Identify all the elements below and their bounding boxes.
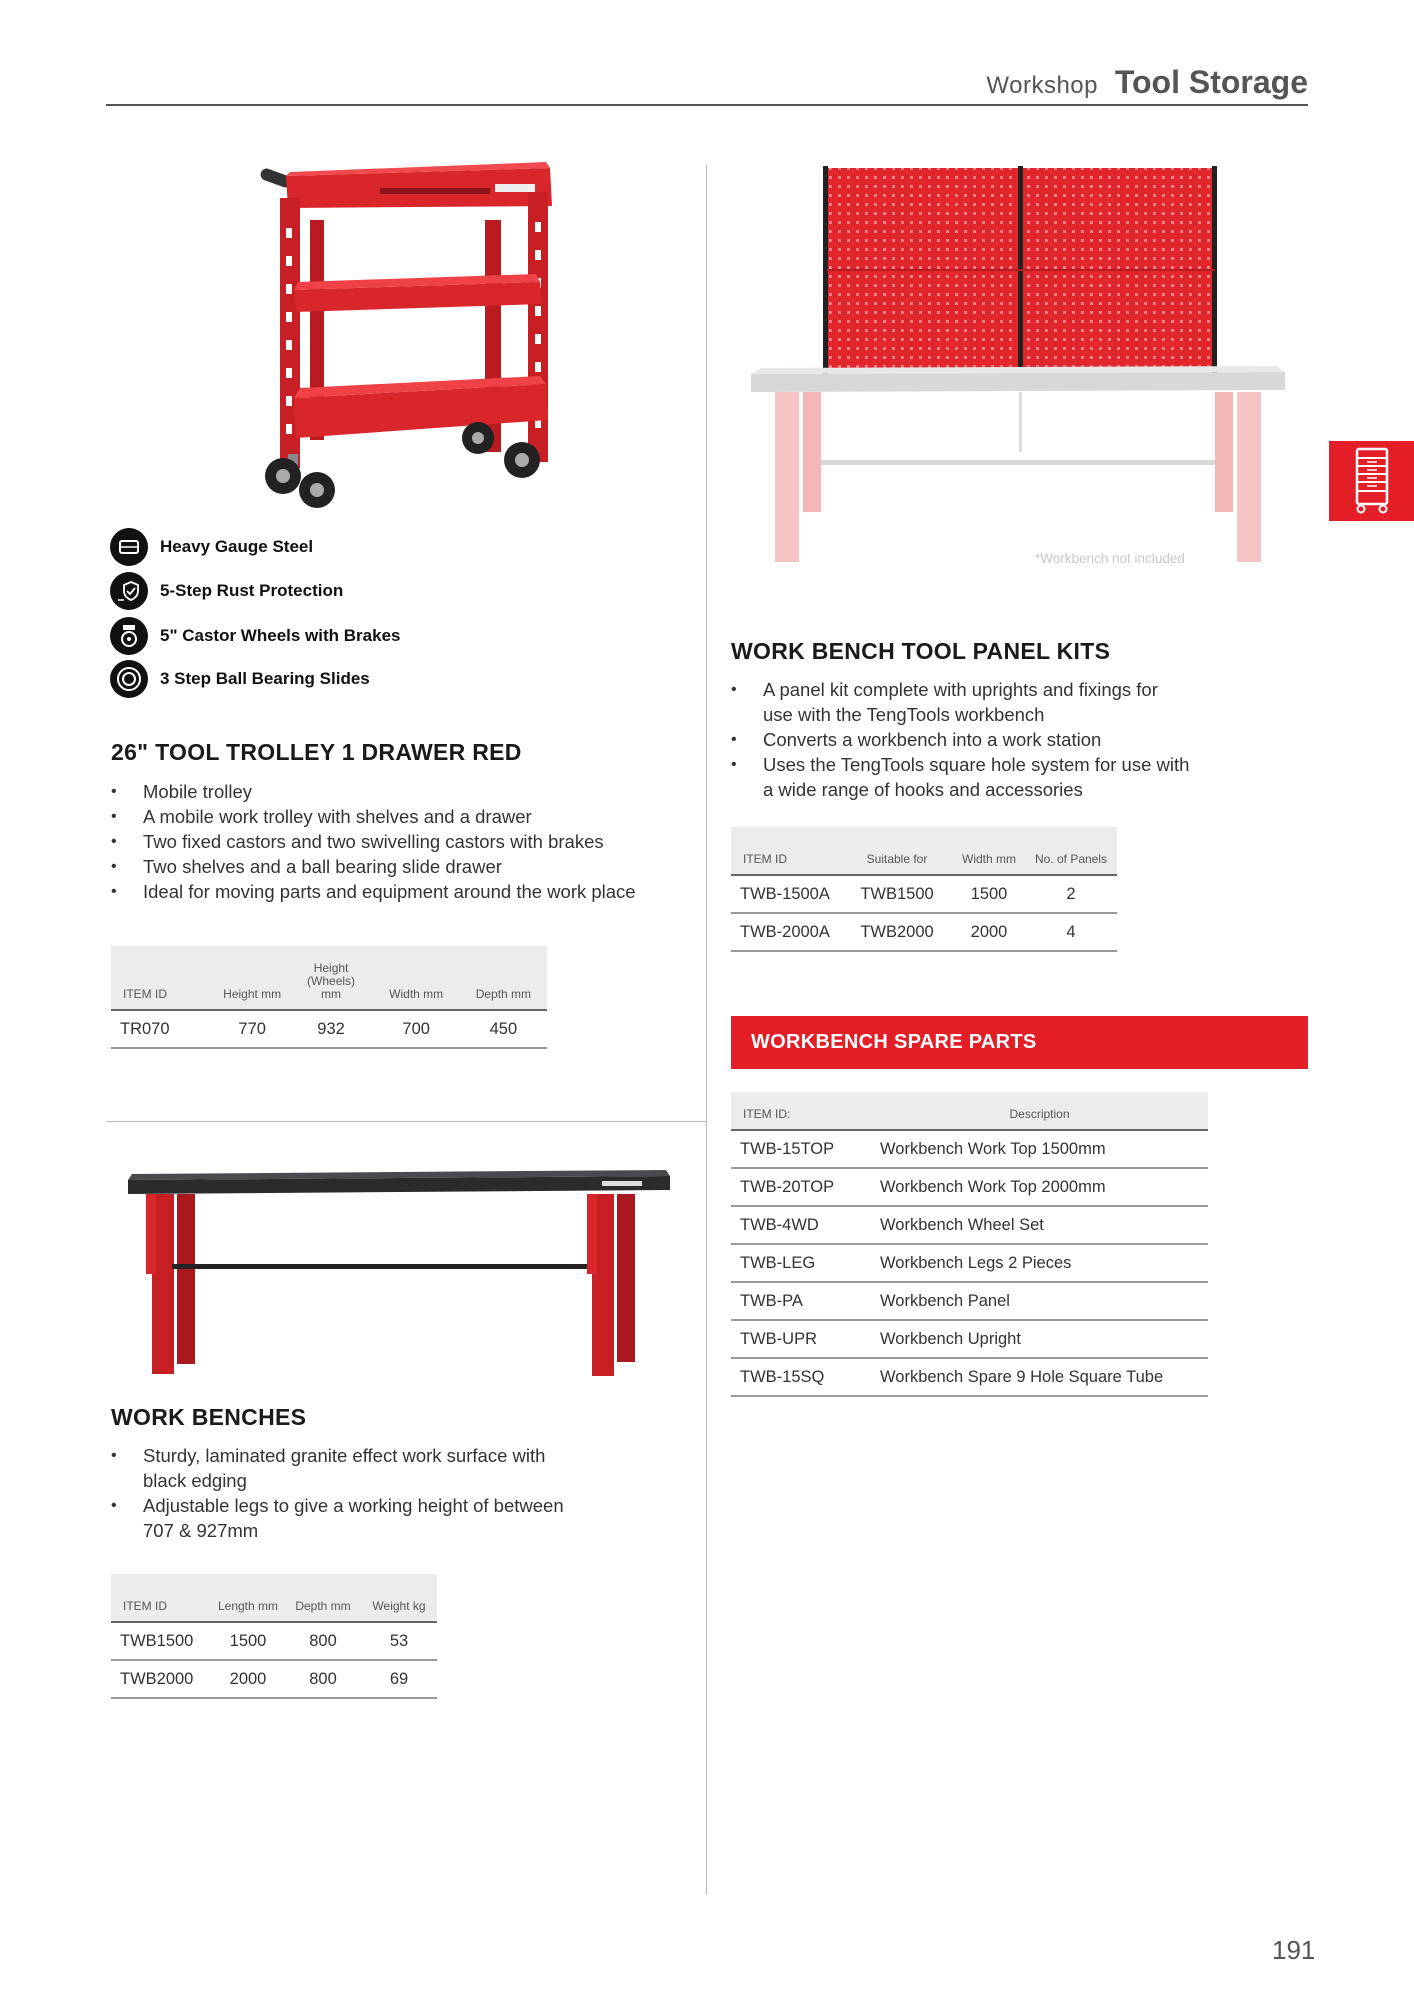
table-cell: 450 [460, 1010, 547, 1048]
table-header-row [731, 1092, 1208, 1130]
feature-item [110, 528, 470, 566]
table-cell: 932 [290, 1010, 373, 1048]
workbenches-title: WORK BENCHES [111, 1404, 307, 1430]
table-cell: Workbench Spare 9 Hole Square Tube [871, 1358, 1208, 1396]
table-cell: TWB-2000A [731, 913, 841, 951]
table-cell: 1500 [211, 1622, 285, 1660]
table-cell: 1500 [953, 875, 1025, 913]
table-cell: 69 [361, 1660, 437, 1698]
column-header: ITEM ID [731, 827, 841, 875]
rust-protection-icon [110, 572, 148, 610]
steel-icon [110, 528, 148, 566]
header-title: Tool Storage [1114, 64, 1308, 100]
table-row [731, 1282, 1208, 1320]
column-header: Depth mm [460, 946, 547, 1010]
page-number: 191 [1272, 1935, 1316, 1965]
workbench-spec-table [111, 1574, 437, 1699]
table-cell: Workbench Work Top 2000mm [871, 1168, 1208, 1206]
table-cell: Workbench Work Top 1500mm [871, 1130, 1208, 1168]
table-header-row [111, 1574, 437, 1622]
table-cell: Workbench Upright [871, 1320, 1208, 1358]
column-header: Width mm [953, 827, 1025, 875]
table-row [731, 1358, 1208, 1396]
table-row [731, 1244, 1208, 1282]
table-cell: TWB-20TOP [731, 1168, 871, 1206]
feature-item [110, 572, 470, 610]
table-cell: 2 [1025, 875, 1117, 913]
table-row [731, 875, 1117, 913]
panel-kits-bullets [731, 677, 1191, 802]
table-cell: TWB2000 [841, 913, 953, 951]
column-header: No. of Panels [1025, 827, 1117, 875]
table-cell: TWB1500 [111, 1622, 211, 1660]
table-cell: Workbench Wheel Set [871, 1206, 1208, 1244]
table-cell: TWB1500 [841, 875, 953, 913]
tool-storage-tab [1329, 441, 1414, 521]
table-row [731, 1168, 1208, 1206]
feature-label: 5-Step Rust Protection [160, 581, 344, 600]
list-item: • Ideal for moving parts and equipment around the work place [111, 879, 671, 904]
table-cell: 53 [361, 1622, 437, 1660]
table-cell: TWB2000 [111, 1660, 211, 1698]
list-item: • Mobile trolley [111, 779, 671, 804]
table-cell: TWB-UPR [731, 1320, 871, 1358]
column-header: Height (Wheels) mm [290, 946, 373, 1010]
list-item: • A panel kit complete with uprights and fixings for use with the TengTools workbench [731, 677, 1191, 727]
page-header [106, 62, 1308, 106]
list-item: • A mobile work trolley with shelves and a drawer [111, 804, 671, 829]
feature-item [110, 617, 470, 655]
list-item: • Converts a workbench into a work station [731, 727, 1191, 752]
list-item: • Two shelves and a ball bearing slide drawer [111, 854, 671, 879]
trolley-title: 26" TOOL TROLLEY 1 DRAWER RED [111, 739, 522, 765]
feature-label: Heavy Gauge Steel [160, 537, 314, 556]
table-cell: TWB-1500A [731, 875, 841, 913]
list-item: • Uses the TengTools square hole system for use with a wide range of hooks and accessories [731, 752, 1191, 802]
column-header: Depth mm [285, 1574, 361, 1622]
column-header: Height mm [215, 946, 290, 1010]
column-header: Width mm [373, 946, 460, 1010]
table-row [111, 1010, 547, 1048]
column-divider [706, 165, 707, 1895]
table-cell: 4 [1025, 913, 1117, 951]
feature-label: 5" Castor Wheels with Brakes [160, 626, 401, 645]
feature-label: 3 Step Ball Bearing Slides [160, 669, 370, 688]
tool-cabinet-icon [1329, 441, 1414, 521]
table-cell: TWB-LEG [731, 1244, 871, 1282]
column-header: ITEM ID: [731, 1092, 871, 1130]
list-item: • Two fixed castors and two swivelling castors with brakes [111, 829, 671, 854]
castor-wheel-icon [110, 617, 148, 655]
workbench-not-included-note: *Workbench not included [1035, 551, 1185, 566]
spare-parts-table [731, 1092, 1208, 1397]
table-cell: 770 [215, 1010, 290, 1048]
list-item: • Adjustable legs to give a working height of between 707 & 927mm [111, 1493, 571, 1543]
feature-item [110, 660, 470, 698]
column-header: ITEM ID [111, 946, 215, 1010]
table-header-row [111, 946, 547, 1010]
table-header-row [731, 827, 1117, 875]
trolley-spec-table [111, 946, 547, 1049]
table-cell: Workbench Panel [871, 1282, 1208, 1320]
table-cell: TWB-15SQ [731, 1358, 871, 1396]
table-row [111, 1660, 437, 1698]
table-cell: 800 [285, 1660, 361, 1698]
header-subtitle: Workshop [986, 72, 1098, 99]
column-header: ITEM ID [111, 1574, 211, 1622]
workbenches-bullets [111, 1443, 571, 1543]
table-row [731, 1206, 1208, 1244]
table-cell: Workbench Legs 2 Pieces [871, 1244, 1208, 1282]
table-row [731, 1320, 1208, 1358]
table-row [731, 1130, 1208, 1168]
workbench-image [122, 1160, 682, 1385]
column-header: Weight kg [361, 1574, 437, 1622]
table-cell: TWB-15TOP [731, 1130, 871, 1168]
trolley-bullets [111, 779, 671, 904]
tool-panel-kit-image [745, 164, 1295, 574]
column-header: Length mm [211, 1574, 285, 1622]
column-header: Suitable for [841, 827, 953, 875]
panel-kits-title: WORK BENCH TOOL PANEL KITS [731, 638, 1111, 664]
table-row [111, 1622, 437, 1660]
tool-trolley-image [250, 158, 560, 520]
table-cell: 800 [285, 1622, 361, 1660]
section-divider [106, 1121, 707, 1122]
table-cell: TR070 [111, 1010, 215, 1048]
table-cell: 2000 [211, 1660, 285, 1698]
table-row [731, 913, 1117, 951]
ball-bearing-icon [110, 660, 148, 698]
table-cell: TWB-PA [731, 1282, 871, 1320]
table-cell: 2000 [953, 913, 1025, 951]
column-header: Description [871, 1092, 1208, 1130]
panel-kits-spec-table [731, 827, 1117, 952]
spare-parts-banner: WORKBENCH SPARE PARTS [731, 1016, 1308, 1069]
list-item: • Sturdy, laminated granite effect work surface with black edging [111, 1443, 571, 1493]
table-cell: 700 [373, 1010, 460, 1048]
table-cell: TWB-4WD [731, 1206, 871, 1244]
